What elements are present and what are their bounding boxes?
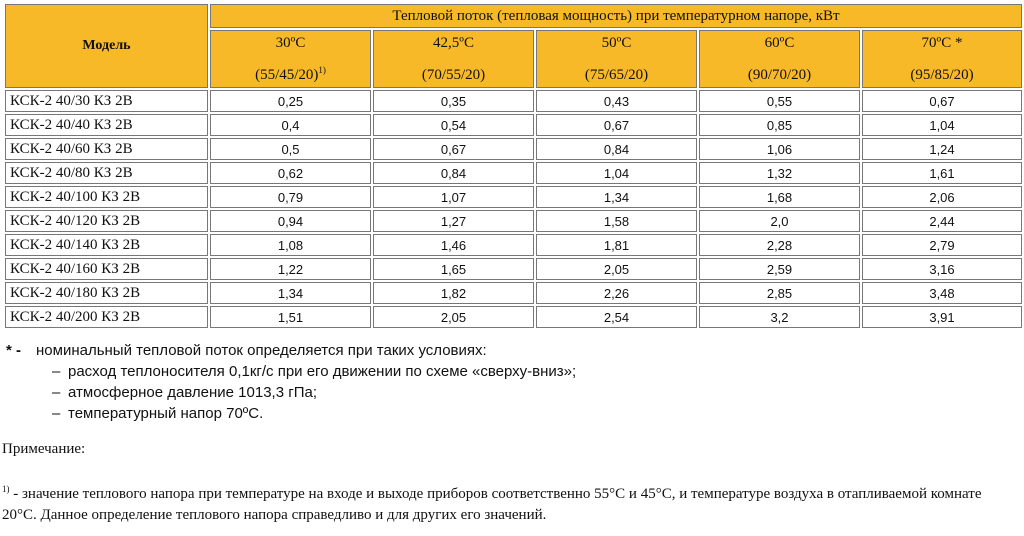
table-row [5, 138, 1022, 160]
value-cell: 0,84 [373, 162, 534, 184]
value-cell: 1,46 [373, 234, 534, 256]
temp-label: 70ºC * [921, 35, 963, 51]
model-cell: КСК-2 40/180 КЗ 2В [5, 282, 208, 304]
value-cell: 3,48 [862, 282, 1022, 304]
regime-label: $(55/45/20)^{1)}$ [255, 65, 326, 83]
value-cell: 1,27 [373, 210, 534, 232]
value-cell: 0,5 [210, 138, 371, 160]
footnote [2, 479, 1012, 526]
temp-label: 50ºC [601, 35, 632, 51]
value-cell: 0,94 [210, 210, 371, 232]
value-cell: 0,67 [373, 138, 534, 160]
model-cell: КСК-2 40/140 КЗ 2В [5, 234, 208, 256]
value-cell: 1,34 [210, 282, 371, 304]
table-row [5, 282, 1022, 304]
value-cell: 0,54 [373, 114, 534, 136]
value-cell: 2,54 [536, 306, 697, 328]
value-cell: 1,65 [373, 258, 534, 280]
value-cell: 1,22 [210, 258, 371, 280]
value-cell: 2,26 [536, 282, 697, 304]
regime-label: (90/70/20) [747, 67, 812, 83]
value-cell: 2,79 [862, 234, 1022, 256]
model-column-header: Модель [5, 4, 208, 88]
heat-flow-group-header: Тепловой поток (тепловая мощность) при температурном напоре, кВт [210, 4, 1022, 28]
regime-label: (70/55/20) [421, 67, 486, 83]
value-cell: 2,85 [699, 282, 860, 304]
value-cell: 0,4 [210, 114, 371, 136]
value-cell: 2,05 [373, 306, 534, 328]
value-cell: 0,85 [699, 114, 860, 136]
asterisk-marker: * - [6, 342, 21, 359]
temp-column-header [373, 30, 534, 88]
model-cell: КСК-2 40/200 КЗ 2В [5, 306, 208, 328]
value-cell: 0,79 [210, 186, 371, 208]
value-cell: 3,2 [699, 306, 860, 328]
temp-column-header [699, 30, 860, 88]
value-cell: 1,58 [536, 210, 697, 232]
value-cell: 2,28 [699, 234, 860, 256]
value-cell: 1,34 [536, 186, 697, 208]
footnote-ref: 1) [318, 65, 326, 75]
value-cell: 1,51 [210, 306, 371, 328]
star-note-text: номинальный тепловой поток определяется при таких условиях: [36, 342, 487, 359]
condition-text: расход теплоносителя 0,1кг/с при его движении по схеме «сверху-вниз»; [68, 363, 577, 380]
temp-column-header [210, 30, 371, 88]
temp-column-header [862, 30, 1022, 88]
model-cell: КСК-2 40/100 КЗ 2В [5, 186, 208, 208]
footnote-marker: 1) [2, 484, 10, 494]
model-cell: КСК-2 40/30 КЗ 2В [5, 90, 208, 112]
table-row [5, 210, 1022, 232]
value-cell: 0,55 [699, 90, 860, 112]
remark-title: Примечание: [2, 441, 86, 457]
value-cell: 1,32 [699, 162, 860, 184]
value-cell: 0,67 [536, 114, 697, 136]
value-cell: 1,82 [373, 282, 534, 304]
value-cell: 1,06 [699, 138, 860, 160]
value-cell: 2,44 [862, 210, 1022, 232]
regime-label: (95/85/20) [910, 67, 974, 83]
value-cell: 0,84 [536, 138, 697, 160]
value-cell: 0,43 [536, 90, 697, 112]
value-cell: 1,04 [536, 162, 697, 184]
value-cell: 1,24 [862, 138, 1022, 160]
table-row [5, 114, 1022, 136]
value-cell: 2,06 [862, 186, 1022, 208]
table-row [5, 162, 1022, 184]
nominal-conditions-note [6, 340, 576, 424]
temp-label: 30ºC [275, 35, 306, 51]
temp-label: 42,5ºC [433, 35, 474, 51]
model-cell: КСК-2 40/160 КЗ 2В [5, 258, 208, 280]
condition-text: температурный напор 70ºС. [68, 405, 264, 422]
value-cell: 1,08 [210, 234, 371, 256]
model-cell: КСК-2 40/60 КЗ 2В [5, 138, 208, 160]
table-row [5, 306, 1022, 328]
table-row [5, 90, 1022, 112]
table-row [5, 186, 1022, 208]
model-cell: КСК-2 40/40 КЗ 2В [5, 114, 208, 136]
value-cell: 3,16 [862, 258, 1022, 280]
value-cell: 0,25 [210, 90, 371, 112]
value-cell: 0,67 [862, 90, 1022, 112]
table-row [5, 258, 1022, 280]
dash-bullet: – [52, 405, 61, 422]
value-cell: 1,04 [862, 114, 1022, 136]
condition-item [6, 382, 576, 403]
value-cell: 1,61 [862, 162, 1022, 184]
footnote-text: - значение теплового напора при температуре на входе и выходе приборов соответственно 55°С и 45°С, и температуре воздуха в отапливаемой комнате 20°С. Данное определение теплового напора справедливо и для других его значений. [2, 486, 982, 523]
condition-item [6, 361, 576, 382]
value-cell: 0,35 [373, 90, 534, 112]
star-note-line [6, 340, 576, 361]
value-cell: 0,62 [210, 162, 371, 184]
table-row [5, 234, 1022, 256]
dash-bullet: – [52, 384, 61, 401]
value-cell: 1,81 [536, 234, 697, 256]
temp-column-header [536, 30, 697, 88]
value-cell: 3,91 [862, 306, 1022, 328]
temp-label: 60ºC [764, 35, 795, 51]
value-cell: 2,59 [699, 258, 860, 280]
value-cell: 1,68 [699, 186, 860, 208]
table-body [5, 90, 1022, 328]
condition-item [6, 403, 576, 424]
value-cell: 2,05 [536, 258, 697, 280]
heat-output-table [3, 2, 1024, 330]
value-cell: 2,0 [699, 210, 860, 232]
condition-text: атмосферное давление 1013,3 гПа; [68, 384, 317, 401]
value-cell: 1,07 [373, 186, 534, 208]
model-cell: КСК-2 40/80 КЗ 2В [5, 162, 208, 184]
dash-bullet: – [52, 363, 61, 380]
model-cell: КСК-2 40/120 КЗ 2В [5, 210, 208, 232]
regime-label: (75/65/20) [584, 67, 649, 83]
